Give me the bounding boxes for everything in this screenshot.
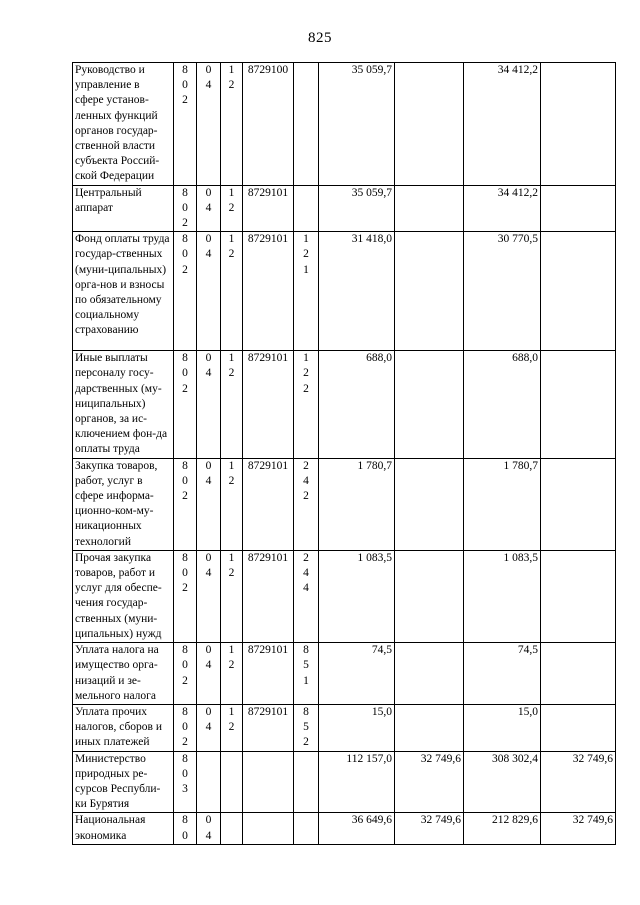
subsection-code-value: 1 2: [228, 705, 235, 734]
page-number: 825: [308, 30, 332, 46]
amount-1: 1 083,5: [319, 550, 395, 642]
section-code: [197, 751, 221, 813]
amount-3: 34 412,2: [464, 185, 541, 232]
amount-1: 31 418,0: [319, 232, 395, 351]
amount-1: 35 059,7: [319, 63, 395, 186]
expense-type-code-value: 2 4 2: [303, 459, 309, 503]
amount-1: 688,0: [319, 351, 395, 458]
target-code: 8729101: [243, 458, 294, 550]
amount-1: 74,5: [319, 643, 395, 705]
section-code-value: 0 4: [205, 814, 212, 842]
ministry-code-value: 8 0 2: [182, 186, 188, 230]
ministry-code: [174, 232, 197, 351]
expense-type-code-value: 1 2 1: [303, 233, 309, 276]
ministry-code-value: 8 0 2: [182, 644, 188, 687]
amount-1: 1 780,7: [319, 458, 395, 550]
amount-2: [395, 704, 464, 751]
expense-type-code-value: 1 2 2: [303, 352, 309, 395]
amount-3: 688,0: [464, 351, 541, 458]
subsection-code: [221, 643, 243, 705]
item-name: Уплата налога на имущество орга-низаций и зе-мельного налога: [73, 643, 174, 705]
table-row: [73, 704, 616, 751]
ministry-code-value: 8 0 2: [182, 551, 188, 595]
amount-3: 308 302,4: [464, 751, 541, 813]
section-code-value: 0 4: [205, 459, 212, 487]
ministry-code: [174, 63, 197, 186]
amount-1: 36 649,6: [319, 813, 395, 844]
subsection-code-value: 1 2: [228, 551, 235, 580]
amount-3: 1 083,5: [464, 550, 541, 642]
table-row: [73, 643, 616, 705]
subsection-code: [221, 550, 243, 642]
amount-3: 1 780,7: [464, 458, 541, 550]
section-code-value: 0 4: [205, 644, 212, 672]
amount-4: [541, 704, 616, 751]
target-code: 8729100: [243, 63, 294, 186]
subsection-code: [221, 63, 243, 186]
target-code: 8729101: [243, 185, 294, 232]
section-code-value: 0 4: [205, 233, 212, 261]
target-code: 8729101: [243, 232, 294, 351]
subsection-code: [221, 813, 243, 844]
subsection-code-value: 1 2: [228, 352, 235, 380]
subsection-code: [221, 232, 243, 351]
amount-2: [395, 643, 464, 705]
table-row: [73, 458, 616, 550]
amount-3: 30 770,5: [464, 232, 541, 351]
ministry-code-value: 8 0 2: [182, 64, 188, 107]
item-name: Центральный аппарат: [73, 185, 174, 232]
item-name: Национальная экономика: [73, 813, 174, 844]
section-code: [197, 704, 221, 751]
amount-2: [395, 63, 464, 186]
target-code: 8729101: [243, 550, 294, 642]
subsection-code: [221, 185, 243, 232]
ministry-code: [174, 185, 197, 232]
section-code: [197, 185, 221, 232]
table-row: [73, 550, 616, 642]
amount-4: 32 749,6: [541, 813, 616, 844]
section-code-value: 0 4: [205, 352, 212, 380]
amount-4: [541, 185, 616, 232]
amount-2: [395, 232, 464, 351]
table-row: [73, 185, 616, 232]
amount-2: [395, 550, 464, 642]
subsection-code-value: 1 2: [228, 186, 235, 214]
item-name: Прочая закупка товаров, работ и услуг для обеспе-чения государ-ственных (муни-ципальных) нужд: [73, 550, 174, 642]
ministry-code: [174, 704, 197, 751]
ministry-code-value: 8 0 2: [182, 459, 188, 503]
amount-4: [541, 232, 616, 351]
amount-4: [541, 63, 616, 186]
expense-type-code: [294, 458, 319, 550]
item-name: Руководство и управление в сфере установ-ленных функций органов государ-ственной власти субъекта Россий-ской Федерации: [73, 63, 174, 186]
section-code-value: 0 4: [205, 64, 212, 92]
amount-3: 34 412,2: [464, 63, 541, 186]
table-row: [73, 63, 616, 186]
section-code-value: 0 4: [205, 705, 212, 734]
table-row: [73, 751, 616, 813]
amount-4: [541, 643, 616, 705]
amount-4: 32 749,6: [541, 751, 616, 813]
section-code: [197, 643, 221, 705]
ministry-code-value: 8 0 2: [182, 352, 188, 395]
expense-type-code: [294, 63, 319, 186]
expense-type-code-value: 8 5 2: [303, 705, 309, 749]
target-code: 8729101: [243, 643, 294, 705]
subsection-code-value: 1 2: [228, 459, 235, 487]
budget-table: [72, 62, 616, 845]
section-code: [197, 63, 221, 186]
amount-2: 32 749,6: [395, 751, 464, 813]
amount-1: 112 157,0: [319, 751, 395, 813]
amount-2: 32 749,6: [395, 813, 464, 844]
target-code: 8729101: [243, 704, 294, 751]
item-name: Уплата прочих налогов, сборов и иных платежей: [73, 704, 174, 751]
subsection-code-value: 1 2: [228, 233, 235, 261]
table-row: [73, 351, 616, 458]
amount-4: [541, 458, 616, 550]
ministry-code: [174, 643, 197, 705]
ministry-code: [174, 813, 197, 844]
ministry-code: [174, 550, 197, 642]
expense-type-code: [294, 643, 319, 705]
table-row: [73, 232, 616, 351]
subsection-code: [221, 704, 243, 751]
table-row: [73, 813, 616, 844]
ministry-code: [174, 351, 197, 458]
amount-2: [395, 185, 464, 232]
expense-type-code: [294, 550, 319, 642]
amount-1: 15,0: [319, 704, 395, 751]
ministry-code-value: 8 0: [182, 814, 188, 842]
amount-3: 15,0: [464, 704, 541, 751]
amount-2: [395, 458, 464, 550]
ministry-code-value: 8 0 2: [182, 705, 188, 749]
item-name: Иные выплаты персоналу госу-дарственных (му-ниципальных) органов, за ис-ключением фон-да оплаты труда: [73, 351, 174, 458]
expense-type-code: [294, 704, 319, 751]
section-code-value: 0 4: [205, 186, 212, 214]
target-code: [243, 751, 294, 813]
ministry-code: [174, 458, 197, 550]
expense-type-code: [294, 813, 319, 844]
ministry-code-value: 8 0 3: [182, 752, 188, 795]
ministry-code-value: 8 0 2: [182, 233, 188, 276]
target-code: [243, 813, 294, 844]
expense-type-code: [294, 351, 319, 458]
amount-4: [541, 351, 616, 458]
subsection-code: [221, 458, 243, 550]
section-code: [197, 232, 221, 351]
subsection-code: [221, 351, 243, 458]
section-code-value: 0 4: [205, 551, 212, 580]
subsection-code-value: 1 2: [228, 644, 235, 672]
section-code: [197, 550, 221, 642]
target-code: 8729101: [243, 351, 294, 458]
amount-4: [541, 550, 616, 642]
amount-2: [395, 351, 464, 458]
expense-type-code: [294, 751, 319, 813]
section-code: [197, 351, 221, 458]
item-name: Фонд оплаты труда государ-ственных (муни-ципальных) орга-нов и взносы по обязательному социальному страхованию: [73, 232, 174, 351]
item-name: Закупка товаров, работ, услуг в сфере информа-ционно-ком-му-никационных технологий: [73, 458, 174, 550]
amount-3: 74,5: [464, 643, 541, 705]
expense-type-code: [294, 185, 319, 232]
subsection-code: [221, 751, 243, 813]
amount-3: 212 829,6: [464, 813, 541, 844]
ministry-code: [174, 751, 197, 813]
amount-1: 35 059,7: [319, 185, 395, 232]
expense-type-code: [294, 232, 319, 351]
expense-type-code-value: 2 4 4: [303, 551, 309, 595]
expense-type-code-value: 8 5 1: [303, 644, 309, 687]
section-code: [197, 813, 221, 844]
section-code: [197, 458, 221, 550]
subsection-code-value: 1 2: [228, 64, 235, 92]
item-name: Министерство природных ре-сурсов Республи-ки Бурятия: [73, 751, 174, 813]
